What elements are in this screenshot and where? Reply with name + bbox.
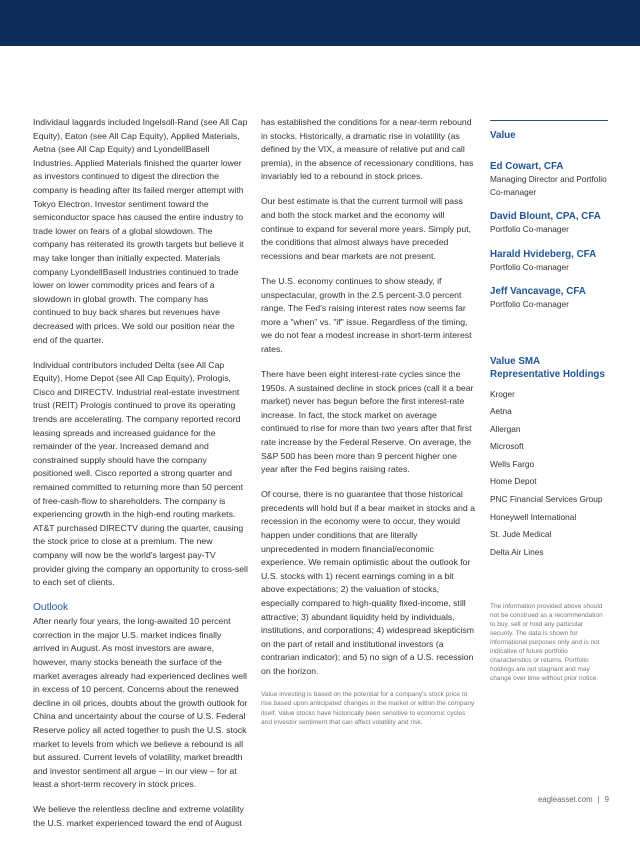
column-left <box>33 116 248 842</box>
body-paragraph: Our best estimate is that the current turmoil will pass and both the stock market and the economy will continue to expand for several more years. Simply put, the conditions that almost always have preceded recessions and bear markets are not present. <box>261 196 472 261</box>
holding-item: Aetna <box>490 406 512 417</box>
page-footer <box>538 795 609 804</box>
manager-list <box>490 160 608 311</box>
header-bar <box>0 0 640 46</box>
manager-name: David Blount, CPA, CFA <box>490 211 601 222</box>
manager-name: Harald Hvideberg, CFA <box>490 248 597 260</box>
holdings-disclaimer: The information provided above should not be construed as a recommendation to buy, sell or hold any particular security. The data is shown for informational purposes only and is not indicative of future portfolio characteristics or returns. Portfolio holdings are not stagnant and may change over time without prior notice. <box>490 603 603 682</box>
holding-item: Delta Air Lines <box>490 546 544 557</box>
holdings-title: Value SMA Representative Holdings <box>490 355 605 380</box>
holding-item: PNC Financial Services Group <box>490 494 603 505</box>
manager-title: Managing Director and Portfolio Co-manager <box>490 174 607 197</box>
body-paragraph: We believe the relentless decline and extreme volatility the U.S. market experienced toward the end of August <box>33 804 244 828</box>
outlook-heading: Outlook <box>33 602 69 614</box>
body-paragraph: Individual contributors included Delta (see All Cap Equity), Home Depot (see All Cap Equity), Prologis, Cisco and DIRECTV. Industrial real-estate investment trust (REIT) Prologis continued to prove its operating trends are accelerating. The company reported record leasing spreads and increased guidance for the remainder of the year. Increased demand and constrained supply should have the company positioned well. Cisco reported a strong quarter and remained committed to returning more than 50 percent of free-cash-flow to shareholders. The company is experiencing growth in the high-end routing markets. AT&T purchased DIRECTV during the quarter, causing the stock price to close at a premium. The new company will now be the world's largest pay-TV provider giving the company an opportunity to cross-sell to each set of clients. <box>33 359 248 588</box>
body-paragraph: Of course, there is no guarantee that those historical precedents will hold but if a bear market in stocks and a recession in the economy were to occur, they would happen under conditions that are literally unprecedented in modern financial/economic experience. We remain optimistic about the outlook for U.S. stocks with 1) recent earnings coming in a bit above expectations; 2) the valuation of stocks, especially compared to high-quality fixed-income, still attractive; 3) abundant liquidity held by individuals, institutions, and corporations; 4) widespread skepticism on the part of retail and institutional investors (a contrarian indicator); and 5) no sign of a U.S. recession on the horizon. <box>261 489 475 676</box>
body-paragraph: The U.S. economy continues to show steady, if unspectacular, growth in the 2.5 percent-3.0 percent range. The Fed's raising interest rates now seems far more a "when" vs. "if" issue. Regardless of the timing, we do not fear a modest increase in short-term interest rates. <box>261 275 472 354</box>
column-middle <box>261 116 476 739</box>
manager-title: Portfolio Co-manager <box>490 224 569 234</box>
manager-entry <box>490 210 608 236</box>
holdings-list <box>490 386 608 562</box>
holding-item: Home Depot <box>490 476 537 487</box>
holding-item: Kroger <box>490 388 515 399</box>
body-paragraph: After nearly four years, the long-awaited 10 percent correction in the major U.S. market indices finally arrived in August. As most investors are aware, however, many stocks beneath the surface of the market averages already had experienced declines well in excess of 10 percent. Concerns about the renewed decline in oil prices, doubts about the growth outlook for China and uncertainty about the course of U.S. Federal Reserve policy all acted together to push the U.S. stock market to levels from which we believe a rebound is all but assured. Current levels of volatility, market breadth and investor sentiment all argue – in our view – for at least a short-term recovery in stock prices. <box>33 616 248 790</box>
manager-entry <box>490 285 608 311</box>
manager-entry <box>490 248 608 274</box>
manager-entry <box>490 160 608 198</box>
sidebar-rule <box>490 120 608 121</box>
page-number: 9 <box>604 795 609 804</box>
value-investing-footnote: Value investing is based on the potential for a company's stock price to rise based upon anticipated changes in the market or within the company itself. Value stocks have historically been sensitive to economic cycles and investor sentiment that can affect volatility and risk. <box>261 691 475 726</box>
body-paragraph: There have been eight interest-rate cycles since the 1950s. A sustained decline in stock prices (call it a bear market) never has begun before the first interest-rate increase. In fact, the stock market on average continued to rise for more than two years after that first rate increase by the Federal Reserve. On average, the S&P 500 has been more than 9 percent higher one year after the Fed begins raising rates. <box>261 369 474 475</box>
holding-item: St. Jude Medical <box>490 529 552 540</box>
body-paragraph: has established the conditions for a near-term rebound in stocks. Historically, a dramatic rise in volatility (as defined by the VIX, a measure of relative put and call premia), in the absence of recessionary conditions, has invariably led to a rebound in stock prices. <box>261 117 474 182</box>
sidebar <box>490 120 608 684</box>
manager-name: Ed Cowart, CFA <box>490 161 564 172</box>
holding-item: Honeywell International <box>490 511 577 522</box>
footer-separator: | <box>597 795 600 804</box>
sidebar-section-title: Value <box>490 130 516 141</box>
holding-item: Allergan <box>490 423 521 434</box>
manager-title: Portfolio Co-manager <box>490 299 569 309</box>
manager-name: Jeff Vancavage, CFA <box>490 286 586 297</box>
manager-title: Portfolio Co-manager <box>490 261 569 272</box>
holding-item: Wells Fargo <box>490 458 535 469</box>
footer-site: eagleasset.com <box>538 795 593 804</box>
body-paragraph: Individaul laggards included Ingelsoll-Rand (see All Cap Equity), Eaton (see All Cap Equity), Applied Materials, Aetna (see All Cap Equity) and LyondellBasell Industries. Applied Materials finished the quarter lower as investors continued to digest the direction the company is heading after its failed merger attempt with Tokyo Electron. Investor sentiment toward the semiconductor space has caused the entire industry to trade lower on fears of a global slowdown. The company has reiterated its growth targets but believe it may take longer than initially expected. Materials company LyondellBasell Industries continued to trade lower on lower commodity prices and fears of a slowdown in global growth. The company has continued to buy back shares but revenues have decreased with prices. We sold our position near the end of the quarter. <box>33 117 248 345</box>
holding-item: Microsoft <box>490 441 524 452</box>
